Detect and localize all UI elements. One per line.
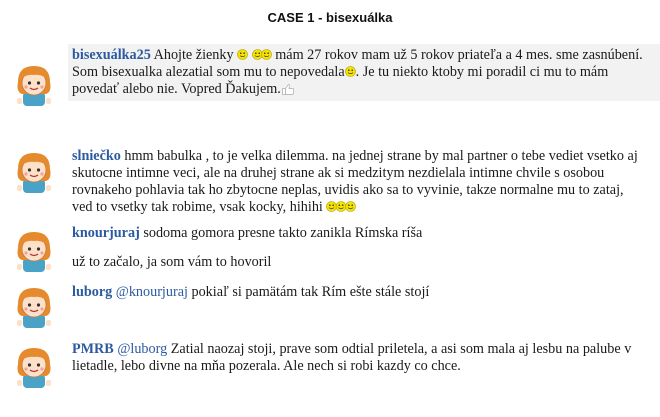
avatar-girl-icon <box>12 344 56 390</box>
smiley-icon <box>345 66 356 77</box>
smiley-icon <box>237 49 248 60</box>
comment-text <box>72 225 652 242</box>
comment-text-part: skutocne intimne veci, ale na druhej strane ak si medzitym nezdielala intimne chvile s osobou <box>72 165 605 181</box>
comment-text <box>72 47 652 98</box>
comment-text <box>72 148 652 216</box>
mention-link[interactable]: @luborg <box>117 341 168 357</box>
avatar-girl-icon <box>12 149 56 195</box>
comment-text-part: lietadle, lebo divne na mňa pozerala. Ale nech si robi kazdy co chce. <box>72 358 461 374</box>
username[interactable]: PMRB <box>72 341 114 357</box>
username[interactable]: knourjuraj <box>72 225 140 241</box>
comment-text-part: rovnakeho pohlavia tak ho zbytocne neplas, uvidis ako sa to vyvinie, takze normalne mu to zataj, <box>72 182 624 198</box>
comment-text-part: pokiaľ si pamätám tak Rím ešte stále stojí <box>191 284 430 300</box>
comment-text-part: ved to vsetky tak robime, vsak kocky, hihihi <box>72 199 323 215</box>
username[interactable]: slniečko <box>72 148 121 164</box>
avatar-girl-icon <box>12 62 56 108</box>
comment-text-part: mám 27 rokov mam už 5 rokov priateľa a 4 mes. sme zasnúbení. <box>275 47 643 63</box>
comment-text <box>72 341 652 375</box>
comment-text-part: Som bisexualka alezatial som mu to nepovedala <box>72 64 345 80</box>
comment-text-part: Ahojte žienky <box>153 47 234 63</box>
page-title: CASE 1 - bisexuálka <box>267 10 393 25</box>
comment-text <box>72 254 652 271</box>
avatar-girl-icon <box>12 284 56 330</box>
smiley-icon <box>252 49 272 60</box>
comment-text-part: . Je tu niekto ktoby mi poradil ci mu to mám <box>355 64 609 80</box>
mention-link[interactable]: @knourjuraj <box>115 284 188 300</box>
comment-text-part: už to začalo, ja som vám to hovoril <box>72 254 272 270</box>
comment-text-part: povedať alebo nie. Vopred Ďakujem. <box>72 81 281 97</box>
comment-text-part: hmm babulka , to je velka dilemma. na jednej strane by mal partner o tebe vediet vsetko aj <box>124 148 638 164</box>
avatar-girl-icon <box>12 228 56 274</box>
username[interactable]: luborg <box>72 284 113 300</box>
comment-text <box>72 284 652 301</box>
smiley-icon <box>326 201 356 212</box>
comment-text-part: sodoma gomora presne takto zanikla Rímska ríša <box>143 225 423 241</box>
like-icon[interactable] <box>282 84 294 95</box>
username[interactable]: bisexuálka25 <box>72 47 151 63</box>
comment-text-part: Zatial naozaj stoji, prave som odtial priletela, a asi som mala aj lesbu na palube v <box>170 341 632 357</box>
